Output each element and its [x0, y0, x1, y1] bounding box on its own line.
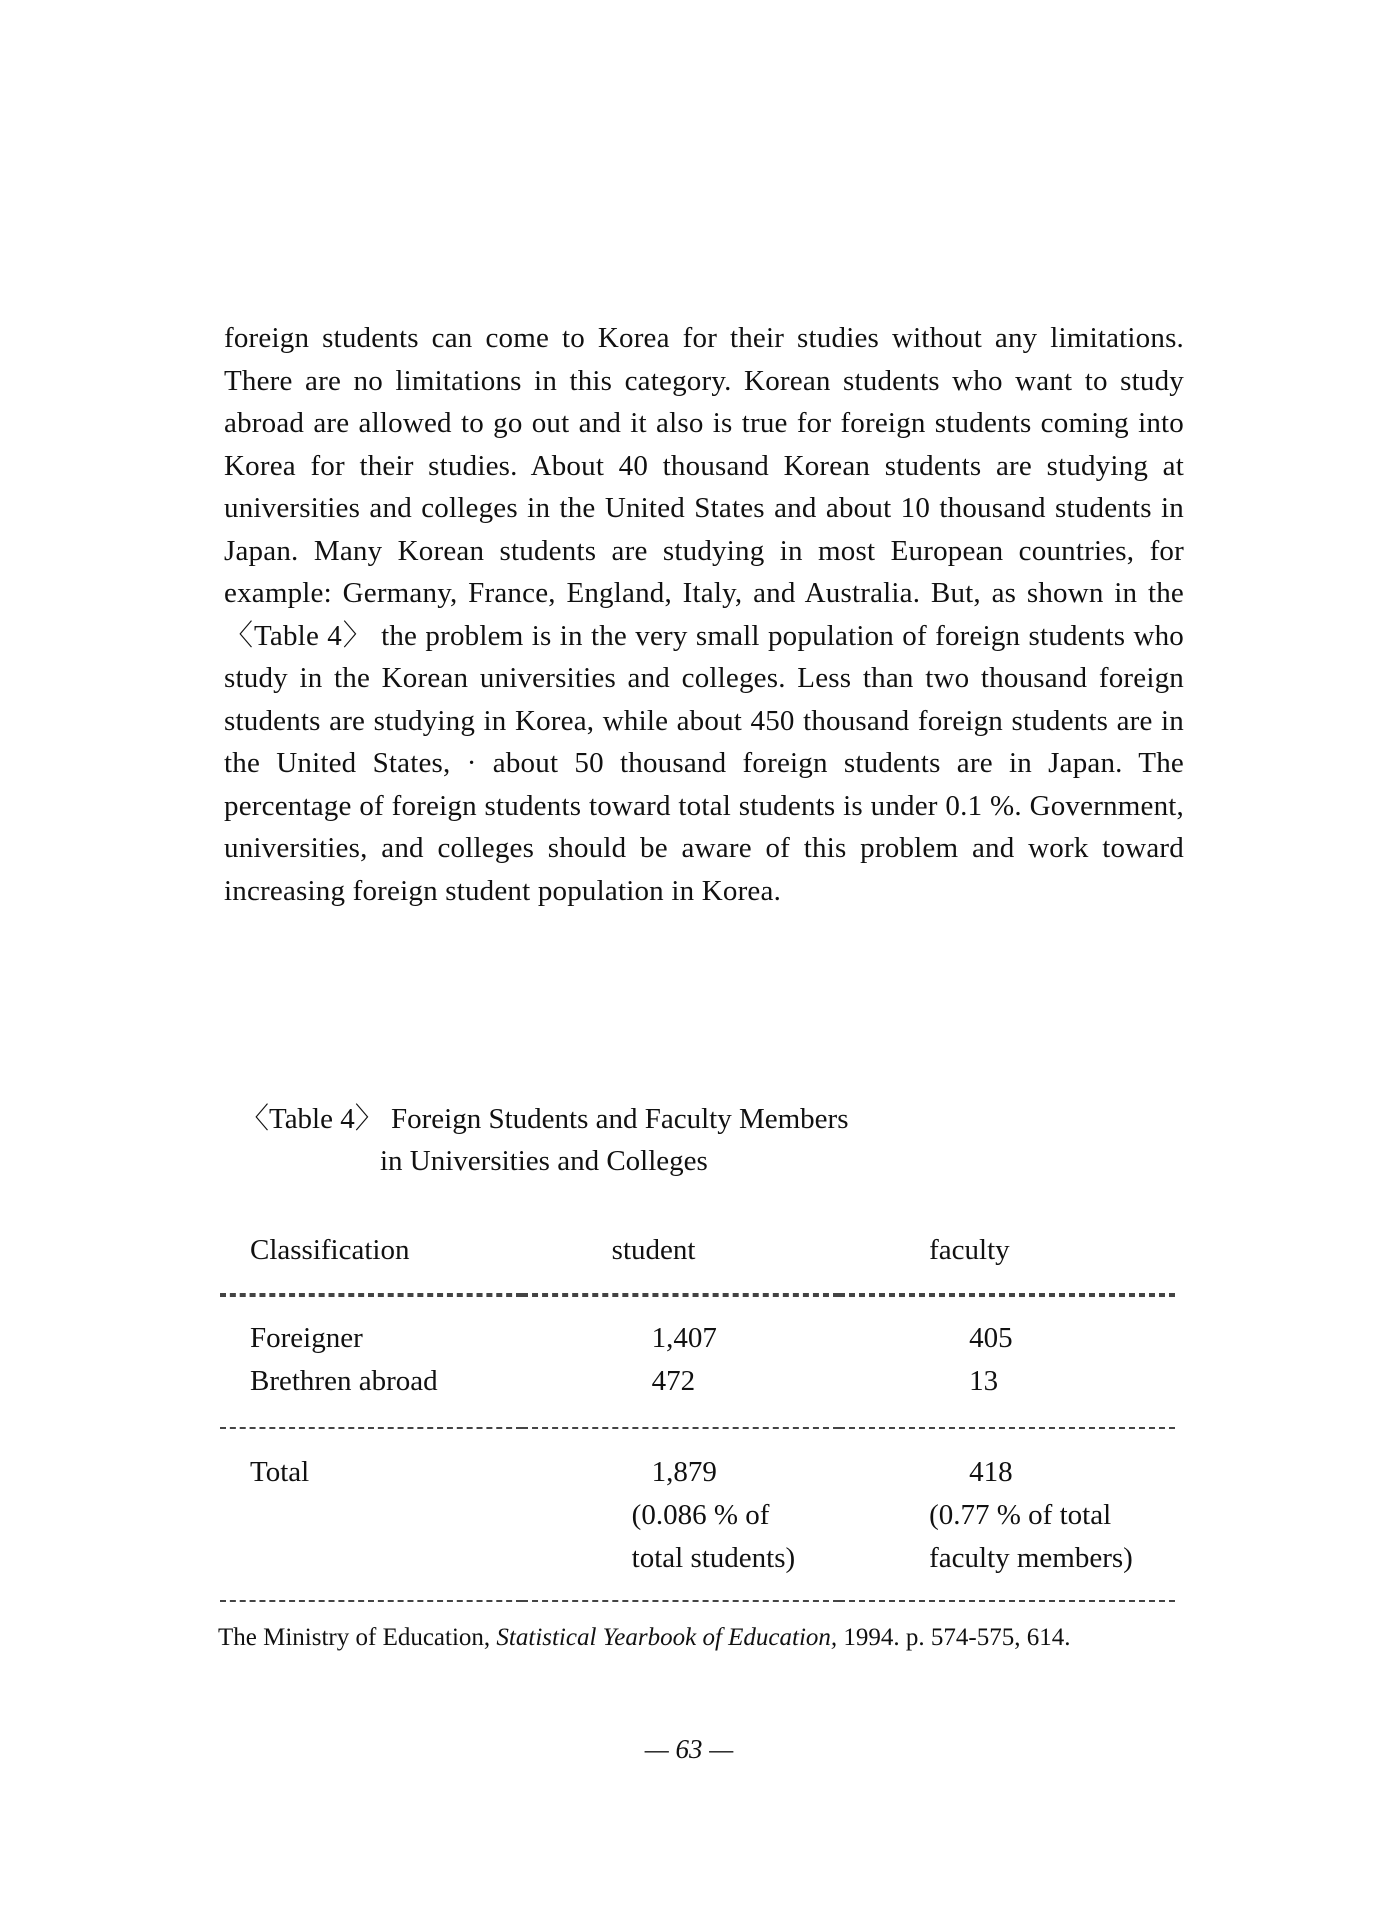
- body-paragraph: foreign students can come to Korea for their studies without any limitations. There are no limitations in this category. Korean students who want to study abroad are allowed to go out and it also is true for foreign students coming into Korea for their studies. About 40 thousand Korean students are studying at universities and colleges in the United States and about 10 thousand students in Japan. Many Korean students are studying in most European countries, for example: Germany, France, England, Italy, and Australia. But, as shown in the 〈Table 4〉 the problem is in the very small population of foreign students who study in the Korean universities and colleges. Less than two thousand foreign students are studying in Korea, while about 450 thousand foreign students are in the United States, · about 50 thousand foreign students are in Japan. The percentage of foreign students toward total students is under 0.1 %. Government, universities, and colleges should be aware of this problem and work toward increasing foreign student population in Korea.: [224, 322, 1184, 907]
- table-caption-line2: in Universities and Colleges: [380, 1145, 708, 1177]
- cell-faculty: 405: [969, 1322, 1013, 1354]
- total-student-value: 1,879: [651, 1456, 717, 1488]
- total-faculty-cell: [839, 1429, 1175, 1601]
- page-number: — 63 —: [644, 1734, 734, 1764]
- total-faculty-note-line2: faculty members): [929, 1542, 1133, 1574]
- total-student-cell: [522, 1429, 839, 1601]
- table-header-row: [220, 1210, 1175, 1294]
- source-suffix: 1994. p. 574-575, 614.: [837, 1624, 1071, 1651]
- header-student: student: [611, 1234, 696, 1266]
- total-faculty-note-line1: (0.77 % of total: [929, 1499, 1112, 1531]
- table-total-row: [220, 1429, 1175, 1601]
- table-row: [220, 1297, 1175, 1360]
- header-classification: Classification: [250, 1234, 410, 1266]
- total-student-note-line1: (0.086 % of: [631, 1499, 770, 1531]
- total-label: Total: [250, 1456, 310, 1488]
- table-caption-line1: 〈Table 4〉 Foreign Students and Faculty Members: [240, 1103, 849, 1135]
- cell-student: 1,407: [651, 1322, 717, 1354]
- table-caption: [240, 1098, 849, 1182]
- table-bottom-rule: [220, 1601, 1175, 1602]
- header-faculty: faculty: [929, 1234, 1010, 1266]
- foreign-students-table: [220, 1210, 1175, 1602]
- cell-faculty: 13: [969, 1365, 999, 1397]
- cell-classification: Foreigner: [250, 1322, 363, 1354]
- total-student-note-line2: total students): [631, 1542, 796, 1574]
- source-title: Statistical Yearbook of Education,: [496, 1624, 838, 1651]
- table-row: [220, 1360, 1175, 1428]
- total-faculty-value: 418: [969, 1456, 1013, 1488]
- cell-student: 472: [651, 1365, 696, 1397]
- cell-classification: Brethren abroad: [250, 1365, 438, 1397]
- source-prefix: The Ministry of Education,: [218, 1624, 497, 1651]
- source-citation: [218, 1622, 1071, 1654]
